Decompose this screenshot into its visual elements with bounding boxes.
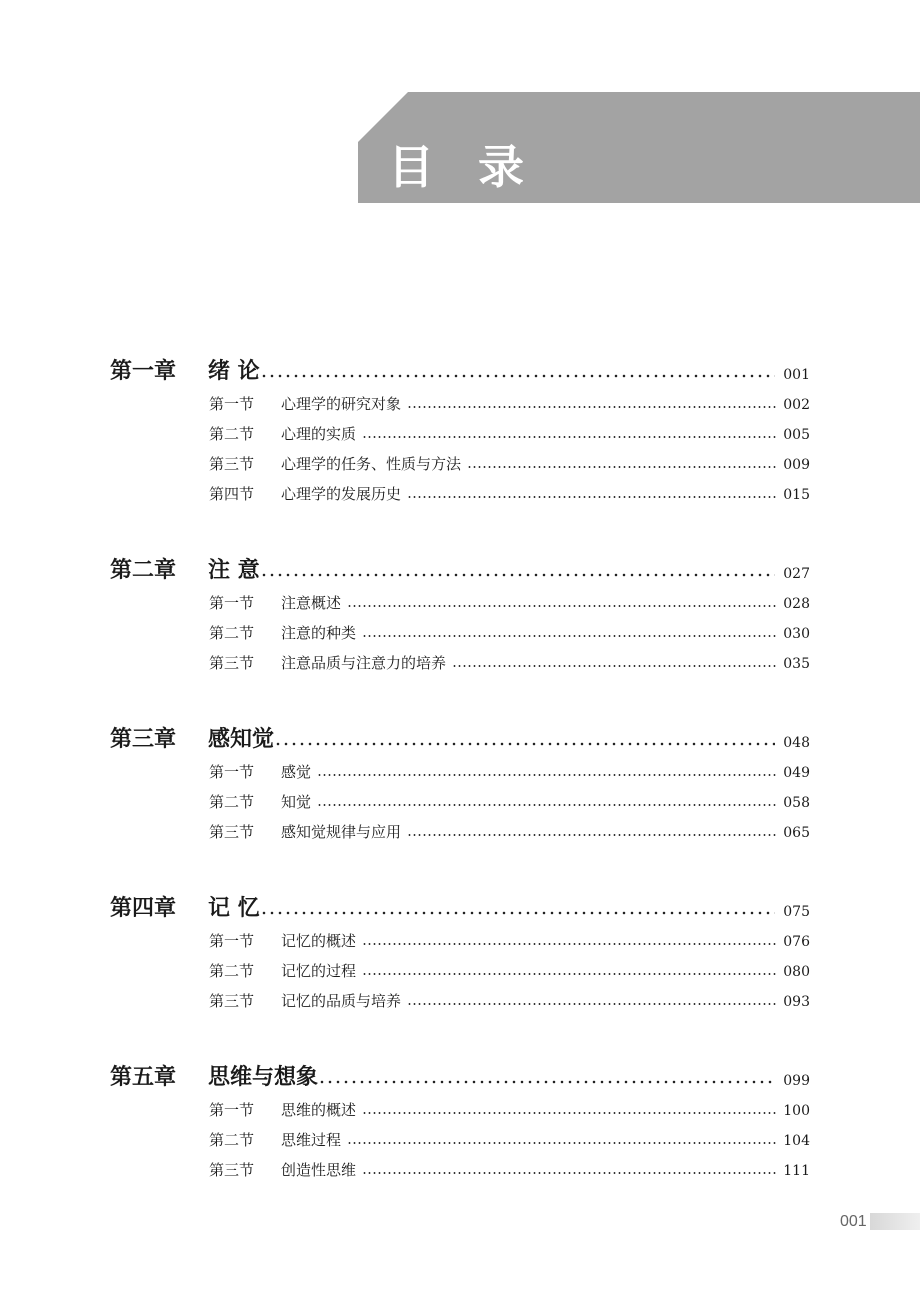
section-page-number: 002 xyxy=(783,397,810,413)
section-page-number: 035 xyxy=(783,656,810,672)
section-entry[interactable] xyxy=(209,820,810,840)
section-entry[interactable] xyxy=(209,959,810,979)
section-number: 第二节 xyxy=(209,1131,255,1149)
section-title: 心理的实质 xyxy=(281,425,357,443)
section-number: 第二节 xyxy=(209,624,255,642)
chapter-title: 记 忆 xyxy=(208,895,260,921)
section-title: 创造性思维 xyxy=(281,1161,357,1179)
section-number: 第一节 xyxy=(209,763,255,781)
section-page-number: 100 xyxy=(783,1103,810,1119)
section-entry[interactable] xyxy=(209,929,810,949)
page-title: 目录 xyxy=(388,140,568,194)
dot-leader xyxy=(467,464,777,470)
dot-leader xyxy=(362,971,777,977)
section-page-number: 058 xyxy=(783,795,810,811)
chapter-page-number: 099 xyxy=(783,1073,810,1089)
section-title: 知觉 xyxy=(281,793,312,811)
page-number: 001 xyxy=(840,1213,867,1230)
section-entry[interactable] xyxy=(209,591,810,611)
dot-leader xyxy=(318,1079,775,1085)
chapter-page-number: 048 xyxy=(783,735,810,751)
chapter-title: 思维与想象 xyxy=(208,1064,319,1090)
chapter-number: 第二章 xyxy=(110,557,177,583)
chapter-title: 感知觉 xyxy=(208,726,275,752)
section-entry[interactable] xyxy=(209,1128,810,1148)
section-number: 第二节 xyxy=(209,425,255,443)
section-title: 记忆的概述 xyxy=(281,932,357,950)
section-number: 第一节 xyxy=(209,395,255,413)
section-page-number: 111 xyxy=(783,1163,810,1179)
chapter-entry[interactable] xyxy=(110,551,810,581)
dot-leader xyxy=(407,404,777,410)
dot-leader xyxy=(347,1140,777,1146)
dot-leader xyxy=(362,1110,777,1116)
chapter-title: 绪 论 xyxy=(208,358,260,384)
section-page-number: 076 xyxy=(783,934,810,950)
section-title: 感知觉规律与应用 xyxy=(281,823,402,841)
dot-leader xyxy=(362,941,777,947)
section-page-number: 009 xyxy=(783,457,810,473)
section-entry[interactable] xyxy=(209,621,810,641)
dot-leader xyxy=(260,373,776,379)
dot-leader xyxy=(362,1170,777,1176)
dot-leader xyxy=(260,910,776,916)
dot-leader xyxy=(260,572,776,578)
section-number: 第一节 xyxy=(209,932,255,950)
section-number: 第三节 xyxy=(209,654,255,672)
dot-leader xyxy=(274,741,775,747)
section-entry[interactable] xyxy=(209,1158,810,1178)
chapter-page-number: 075 xyxy=(783,904,810,920)
section-entry[interactable] xyxy=(209,452,810,472)
chapter-number: 第五章 xyxy=(110,1064,177,1090)
section-number: 第三节 xyxy=(209,455,255,473)
section-entry[interactable] xyxy=(209,760,810,780)
section-number: 第一节 xyxy=(209,594,255,612)
section-number: 第三节 xyxy=(209,992,255,1010)
section-page-number: 049 xyxy=(783,765,810,781)
section-number: 第二节 xyxy=(209,793,255,811)
section-entry[interactable] xyxy=(209,392,810,412)
section-title: 注意品质与注意力的培养 xyxy=(281,654,447,672)
section-entry[interactable] xyxy=(209,989,810,1009)
section-number: 第三节 xyxy=(209,1161,255,1179)
section-page-number: 093 xyxy=(783,994,810,1010)
chapter-entry[interactable] xyxy=(110,352,810,382)
dot-leader xyxy=(362,434,777,440)
section-page-number: 015 xyxy=(783,487,810,503)
section-title: 心理学的研究对象 xyxy=(281,395,402,413)
section-entry[interactable] xyxy=(209,422,810,442)
dot-leader xyxy=(362,633,777,639)
section-title: 心理学的发展历史 xyxy=(281,485,402,503)
section-title: 注意的种类 xyxy=(281,624,357,642)
chapter-number: 第三章 xyxy=(110,726,177,752)
dot-leader xyxy=(407,494,777,500)
section-entry[interactable] xyxy=(209,1098,810,1118)
chapter-entry[interactable] xyxy=(110,889,810,919)
chapter-title: 注 意 xyxy=(208,557,260,583)
chapter-number: 第一章 xyxy=(110,358,177,384)
section-title: 思维过程 xyxy=(281,1131,342,1149)
section-title: 注意概述 xyxy=(281,594,342,612)
dot-leader xyxy=(317,802,777,808)
chapter-page-number: 027 xyxy=(783,566,810,582)
dot-leader xyxy=(407,832,777,838)
section-number: 第一节 xyxy=(209,1101,255,1119)
section-entry[interactable] xyxy=(209,790,810,810)
section-number: 第三节 xyxy=(209,823,255,841)
dot-leader xyxy=(317,772,777,778)
section-page-number: 030 xyxy=(783,626,810,642)
chapter-entry[interactable] xyxy=(110,1058,810,1088)
section-title: 记忆的品质与培养 xyxy=(281,992,402,1010)
page-number-bar xyxy=(870,1213,920,1230)
section-page-number: 005 xyxy=(783,427,810,443)
section-number: 第二节 xyxy=(209,962,255,980)
section-page-number: 104 xyxy=(783,1133,810,1149)
section-page-number: 065 xyxy=(783,825,810,841)
section-page-number: 080 xyxy=(783,964,810,980)
section-entry[interactable] xyxy=(209,651,810,671)
chapter-page-number: 001 xyxy=(783,367,810,383)
dot-leader xyxy=(407,1001,777,1007)
section-title: 感觉 xyxy=(281,763,312,781)
section-entry[interactable] xyxy=(209,482,810,502)
section-number: 第四节 xyxy=(209,485,255,503)
section-title: 记忆的过程 xyxy=(281,962,357,980)
section-title: 心理学的任务、性质与方法 xyxy=(281,455,462,473)
section-page-number: 028 xyxy=(783,596,810,612)
chapter-number: 第四章 xyxy=(110,895,177,921)
dot-leader xyxy=(347,603,777,609)
chapter-entry[interactable] xyxy=(110,720,810,750)
section-title: 思维的概述 xyxy=(281,1101,357,1119)
dot-leader xyxy=(452,663,777,669)
